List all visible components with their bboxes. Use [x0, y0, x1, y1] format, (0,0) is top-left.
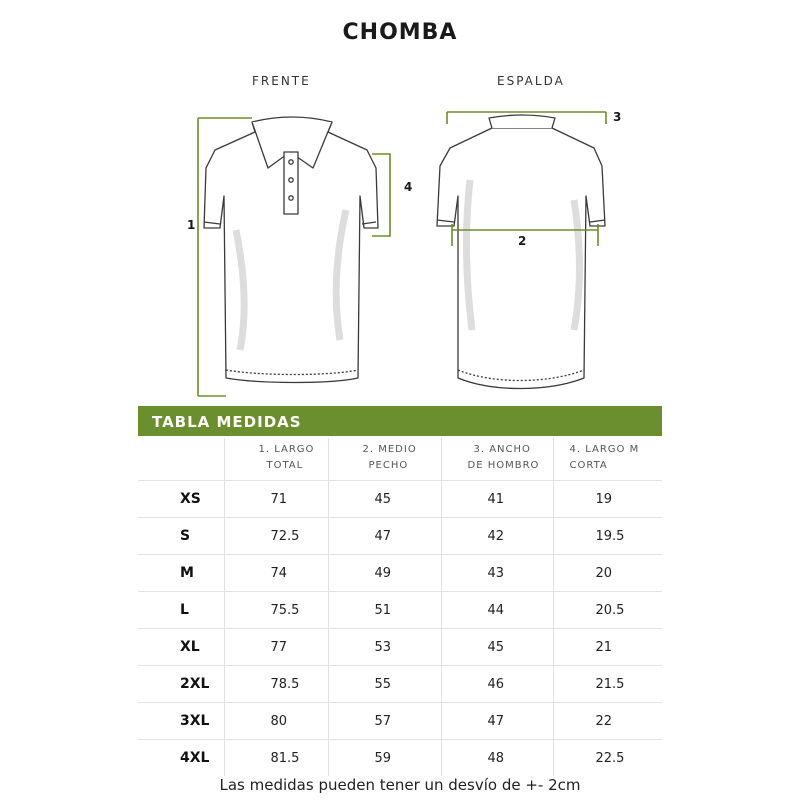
header-line: PECHO	[368, 460, 409, 471]
size-label: 2XL	[138, 666, 224, 703]
value-ancho-hombro: 41	[441, 481, 553, 518]
value-largo-manga: 21	[553, 629, 662, 666]
value-largo-total: 71	[224, 481, 328, 518]
polo-back-drawing	[437, 115, 605, 389]
value-largo-manga: 20.5	[553, 592, 662, 629]
value-ancho-hombro: 45	[441, 629, 553, 666]
value-largo-manga: 19.5	[553, 518, 662, 555]
value-medio-pecho: 49	[328, 555, 441, 592]
value-ancho-hombro: 44	[441, 592, 553, 629]
table-row	[138, 481, 662, 518]
header-line: 4. LARGO M	[569, 444, 640, 455]
value-medio-pecho: 59	[328, 740, 441, 777]
value-medio-pecho: 51	[328, 592, 441, 629]
table-heading: TABLA MEDIDAS	[152, 413, 302, 431]
value-medio-pecho: 45	[328, 481, 441, 518]
value-ancho-hombro: 43	[441, 555, 553, 592]
header-medio-pecho	[328, 438, 441, 481]
value-largo-manga: 21.5	[553, 666, 662, 703]
value-largo-manga: 20	[553, 555, 662, 592]
value-largo-total: 75.5	[224, 592, 328, 629]
table-row	[138, 518, 662, 555]
value-ancho-hombro: 46	[441, 666, 553, 703]
polo-front-drawing	[204, 117, 378, 383]
value-largo-total: 78.5	[224, 666, 328, 703]
value-largo-manga: 19	[553, 481, 662, 518]
table-row	[138, 555, 662, 592]
value-medio-pecho: 55	[328, 666, 441, 703]
value-largo-total: 81.5	[224, 740, 328, 777]
value-ancho-hombro: 42	[441, 518, 553, 555]
value-ancho-hombro: 48	[441, 740, 553, 777]
size-label: XS	[138, 481, 224, 518]
header-size	[138, 438, 224, 481]
marker-3: 3	[613, 110, 622, 124]
footer-note: Las medidas pueden tener un desvío de +- 2cm	[219, 776, 581, 794]
table-banner	[138, 406, 662, 436]
header-line: DE HOMBRO	[467, 460, 540, 471]
size-label: XL	[138, 629, 224, 666]
value-ancho-hombro: 47	[441, 703, 553, 740]
value-medio-pecho: 47	[328, 518, 441, 555]
size-label: 4XL	[138, 740, 224, 777]
header-largo-manga	[553, 438, 662, 481]
value-largo-total: 72.5	[224, 518, 328, 555]
table-row	[138, 666, 662, 703]
table-header-row	[138, 438, 662, 481]
header-line: 1. LARGO	[258, 444, 315, 455]
header-line: TOTAL	[266, 460, 304, 471]
header-line: 3. ANCHO	[473, 444, 531, 455]
value-medio-pecho: 57	[328, 703, 441, 740]
page-title: CHOMBA	[342, 20, 458, 45]
value-largo-manga: 22.5	[553, 740, 662, 777]
size-table	[138, 438, 662, 776]
table-row	[138, 703, 662, 740]
size-label: L	[138, 592, 224, 629]
marker-1: 1	[187, 218, 196, 232]
header-largo-total	[224, 438, 328, 481]
value-largo-total: 80	[224, 703, 328, 740]
value-largo-manga: 22	[553, 703, 662, 740]
header-ancho-hombro	[441, 438, 553, 481]
front-view-label: FRENTE	[252, 74, 311, 88]
header-line: CORTA	[569, 460, 608, 471]
value-largo-total: 77	[224, 629, 328, 666]
header-line: 2. MEDIO	[362, 444, 417, 455]
table-row	[138, 592, 662, 629]
back-view-label: ESPALDA	[497, 74, 565, 88]
value-largo-total: 74	[224, 555, 328, 592]
marker-2: 2	[518, 234, 527, 248]
marker-4: 4	[404, 180, 413, 194]
size-label: S	[138, 518, 224, 555]
table-row	[138, 740, 662, 777]
size-label: M	[138, 555, 224, 592]
size-label: 3XL	[138, 703, 224, 740]
value-medio-pecho: 53	[328, 629, 441, 666]
table-row	[138, 629, 662, 666]
